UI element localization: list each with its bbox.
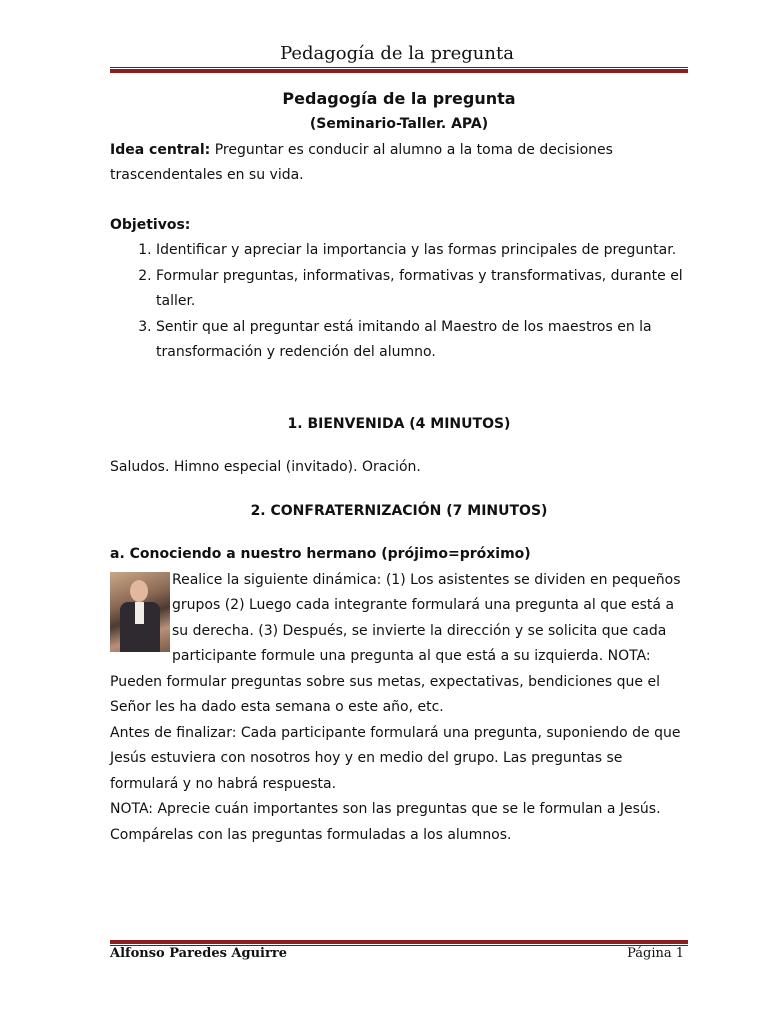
header-rule-thick xyxy=(110,69,688,73)
welcome-text: Saludos. Himno especial (invitado). Oración. xyxy=(110,459,421,475)
objectives-list xyxy=(110,238,688,366)
before-finishing-paragraph: Antes de finalizar: Cada participante formulará una pregunta, suponiendo de que Jesús estuviera con nosotros hoy y en medio del grupo. Las preguntas se formulará y no habrá respuesta. xyxy=(110,724,681,792)
document-subtitle: (Seminario-Taller. APA) xyxy=(309,116,489,132)
note-paragraph: NOTA: Aprecie cuán importantes son las preguntas que se le formulan a Jesús. Compárelas con las preguntas formuladas a los alumnos. xyxy=(110,801,661,843)
objective-item: 3. Sentir que al preguntar está imitando al Maestro de los maestros en la transformación y redención del alumno. xyxy=(156,315,688,366)
section-heading-welcome: 1. BIENVENIDA (4 MINUTOS) xyxy=(287,415,511,432)
objectives-label: Objetivos: xyxy=(110,216,191,233)
central-idea-label: Idea central: xyxy=(110,141,211,158)
objective-item: 1. Identificar y apreciar la importancia y las formas principales de preguntar. xyxy=(156,238,688,264)
objective-item: 2. Formular preguntas, informativas, formativas y transformativas, durante el taller. xyxy=(156,264,688,315)
subsection-heading-a: a. Conociendo a nuestro hermano (prójimo=próximo) xyxy=(110,546,531,562)
central-idea-text: Preguntar es conducir al alumno a la toma de decisiones trascendentales en su vida. xyxy=(110,141,613,183)
document-title: Pedagogía de la pregunta xyxy=(282,89,516,108)
page-body xyxy=(110,86,688,848)
footer-author: Alfonso Paredes Aguirre xyxy=(110,946,287,961)
dynamic-paragraph: Realice la siguiente dinámica: (1) Los asistentes se dividen en pequeños grupos (2) Luego cada integrante formulará una pregunta al que está a su derecha. (3) Después, se invierte la dirección y se solicita que cada participante formule una pregunta al que está a su izquierda. NOTA: Pueden formular preguntas sobre sus metas, expectativas, bendiciones que el Señor les ha dado esta semana o este año, etc. xyxy=(110,571,681,715)
running-header-title: Pedagogía de la pregunta xyxy=(280,43,514,64)
speaker-photo xyxy=(110,572,170,652)
header-rule-thin xyxy=(110,67,688,68)
footer-page-number: Página 1 xyxy=(627,946,684,961)
section-heading-fellowship: 2. CONFRATERNIZACIÓN (7 MINUTOS) xyxy=(250,502,548,519)
footer-rule-thick xyxy=(110,940,688,944)
central-idea xyxy=(110,138,688,189)
